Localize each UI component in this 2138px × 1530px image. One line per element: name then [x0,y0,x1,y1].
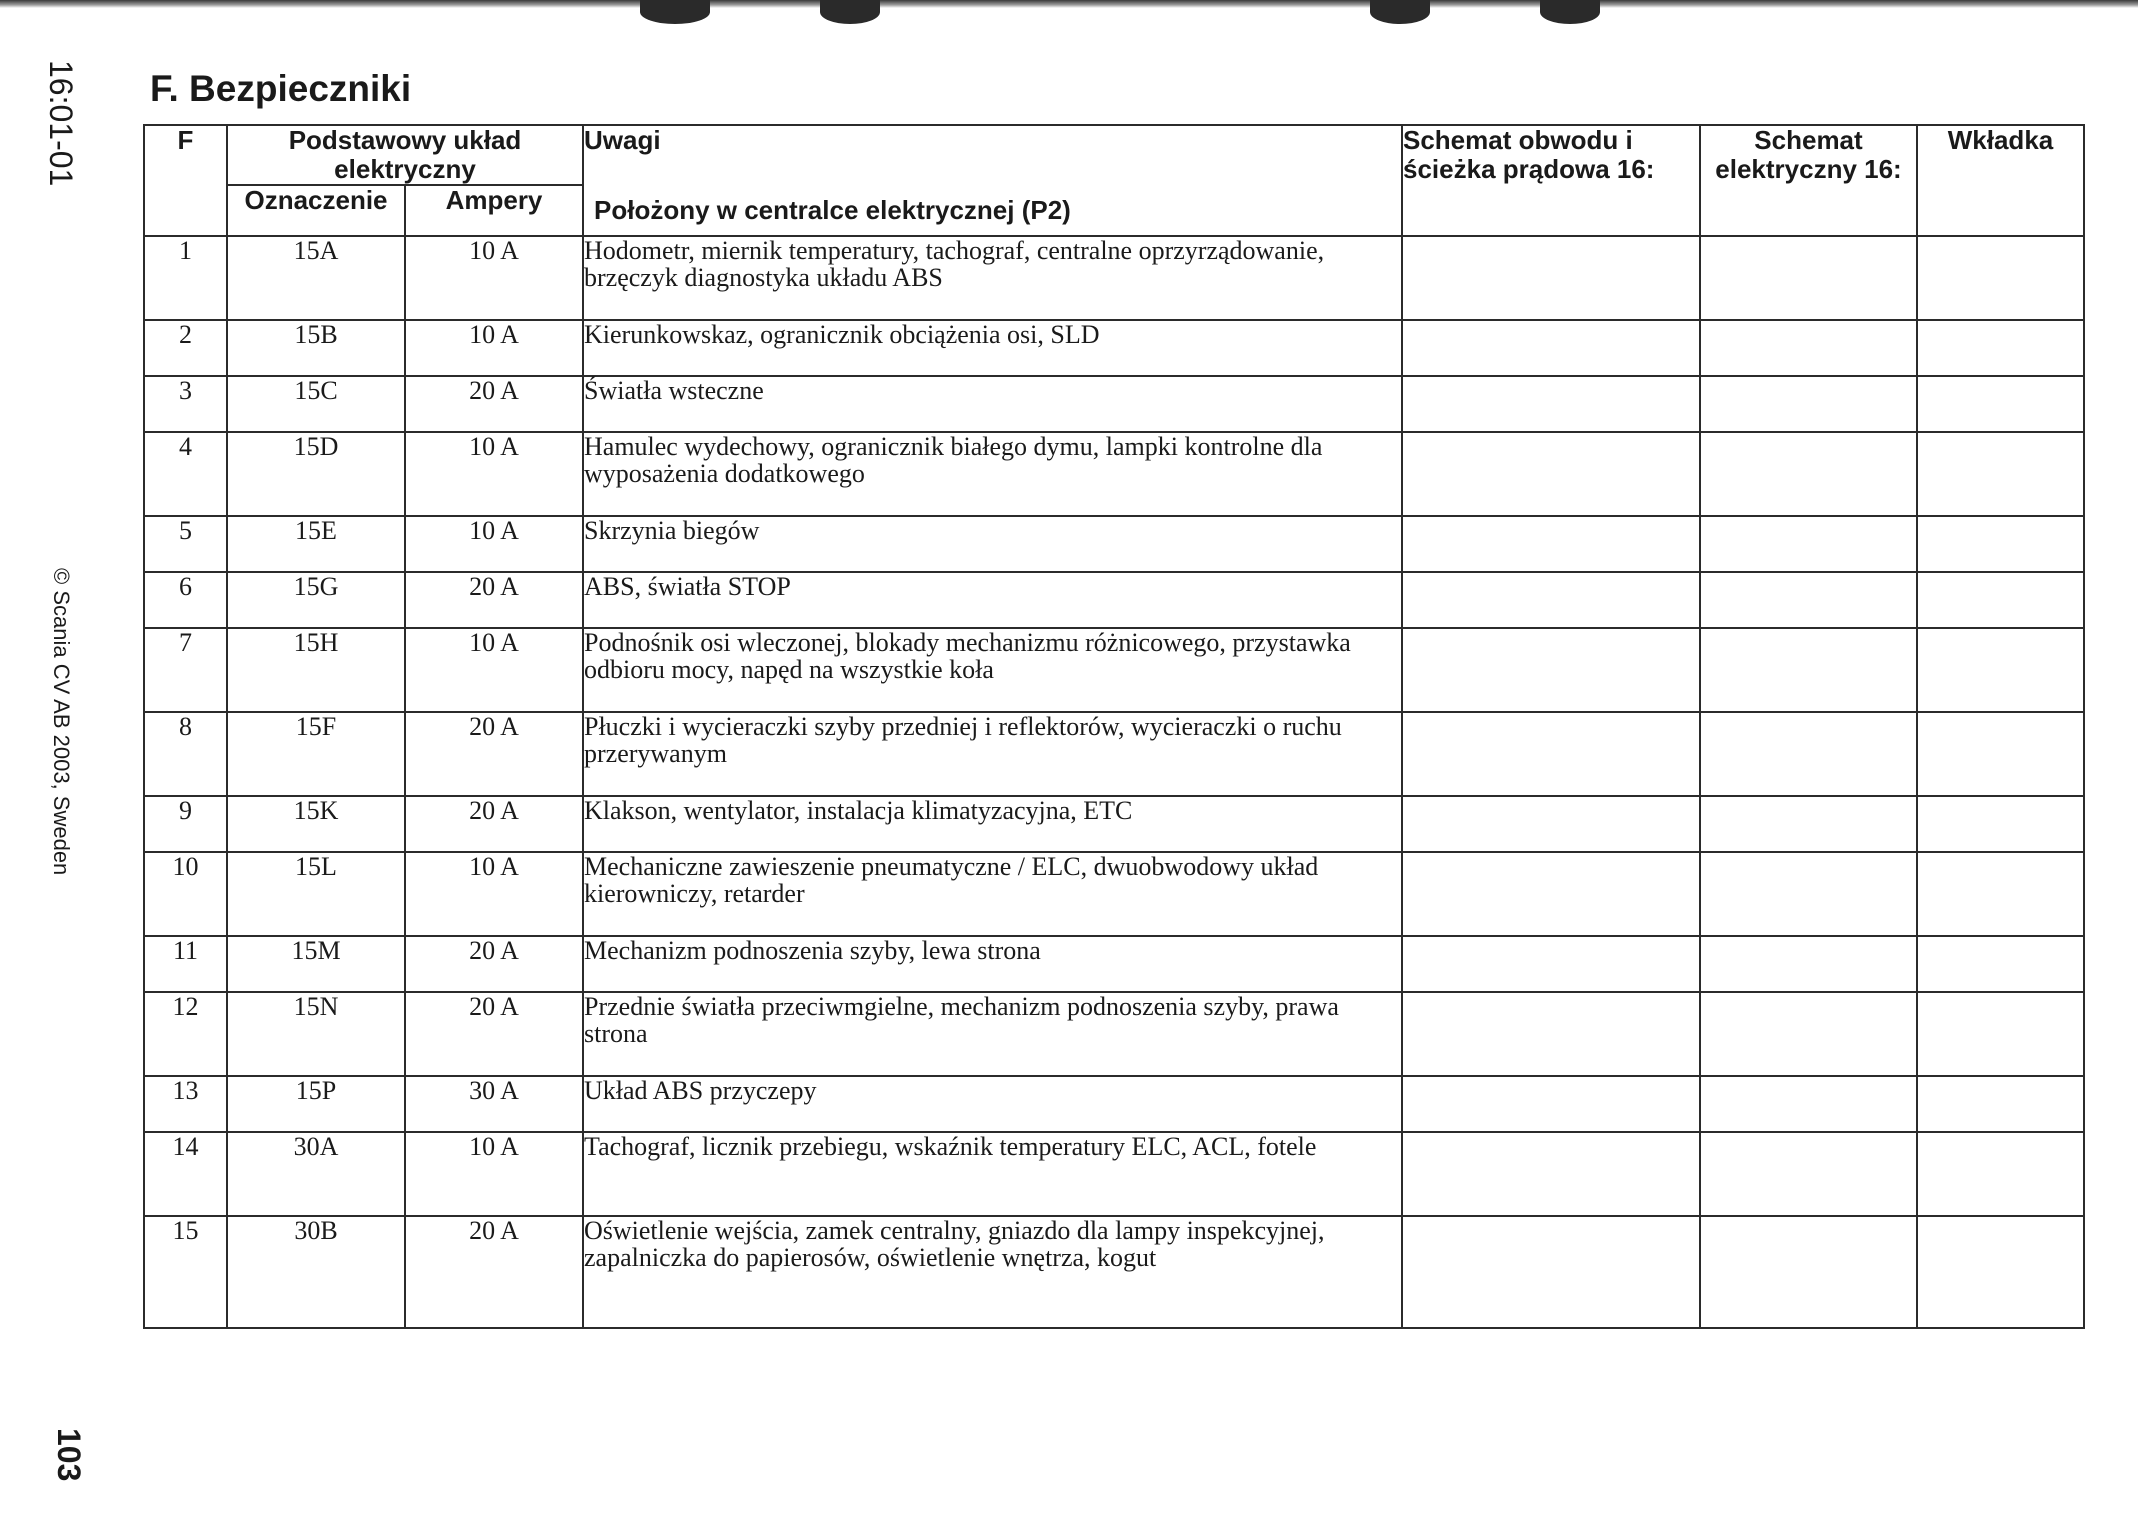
wiring-diagram-cell [1700,1216,1917,1328]
wiring-diagram-cell [1700,712,1917,796]
fuse-number: 1 [144,236,227,320]
fuse-remarks: ABS, światła STOP [583,572,1402,628]
wiring-diagram-cell [1700,320,1917,376]
page-title: F. Bezpieczniki [150,68,412,109]
header-location: Położony w centralce elektrycznej (P2) [594,195,1071,225]
fuse-designation: 15G [227,572,405,628]
fuse-number: 11 [144,936,227,992]
fuse-designation: 15D [227,432,405,516]
insert-cell [1917,236,2084,320]
insert-cell [1917,376,2084,432]
fuse-designation: 15M [227,936,405,992]
fuse-row [144,376,2084,432]
insert-cell [1917,1132,2084,1216]
fuse-remarks: Światła wsteczne [583,376,1402,432]
fuse-row [144,320,2084,376]
page-number: 103 [51,1428,87,1482]
fuse-designation: 15H [227,628,405,712]
fuse-amperage: 20 A [405,796,583,852]
circuit-diagram-cell [1402,1132,1700,1216]
fuse-row [144,796,2084,852]
fuse-remarks: Hamulec wydechowy, ogranicznik białego dymu, lampki kontrolne dla wyposażenia dodatkowego [583,432,1402,516]
wiring-diagram-cell [1700,432,1917,516]
fuse-number: 13 [144,1076,227,1132]
fuse-amperage: 20 A [405,992,583,1076]
fuse-number: 8 [144,712,227,796]
fuse-amperage: 20 A [405,572,583,628]
fuse-row [144,628,2084,712]
fuse-row [144,432,2084,516]
fuse-remarks: Podnośnik osi wleczonej, blokady mechanizmu różnicowego, przystawka odbioru mocy, napęd na wszystkie koła [583,628,1402,712]
fuse-amperage: 10 A [405,628,583,712]
header-designation: Oznaczenie [227,185,405,236]
circuit-diagram-cell [1402,516,1700,572]
insert-cell [1917,628,2084,712]
insert-cell [1917,1076,2084,1132]
fuse-amperage: 10 A [405,516,583,572]
wiring-diagram-cell [1700,1076,1917,1132]
circuit-diagram-cell [1402,936,1700,992]
fuse-table [143,124,2085,1329]
circuit-diagram-cell [1402,376,1700,432]
fuse-amperage: 20 A [405,936,583,992]
fuse-number: 9 [144,796,227,852]
header-basic-system: Podstawowy układ elektryczny [227,125,583,185]
fuse-amperage: 10 A [405,852,583,936]
fuse-designation: 15K [227,796,405,852]
fuse-remarks: Skrzynia biegów [583,516,1402,572]
copyright-note: © Scania CV AB 2003, Sweden [49,568,74,876]
header-circuit-diagram: Schemat obwodu i ścieżka prądowa 16: [1402,125,1700,236]
circuit-diagram-cell [1402,432,1700,516]
scan-edge [0,0,2138,8]
wiring-diagram-cell [1700,852,1917,936]
fuse-designation: 15L [227,852,405,936]
fuse-amperage: 10 A [405,320,583,376]
wiring-diagram-cell [1700,628,1917,712]
fuse-row [144,1076,2084,1132]
wiring-diagram-cell [1700,516,1917,572]
fuse-remarks: Mechaniczne zawieszenie pneumatyczne / ELC, dwuobwodowy układ kierowniczy, retarder [583,852,1402,936]
fuse-amperage: 10 A [405,1132,583,1216]
insert-cell [1917,320,2084,376]
fuse-remarks: Klakson, wentylator, instalacja klimatyzacyjna, ETC [583,796,1402,852]
fuse-number: 12 [144,992,227,1076]
fuse-number: 4 [144,432,227,516]
fuse-row [144,1132,2084,1216]
insert-cell [1917,572,2084,628]
fuse-number: 6 [144,572,227,628]
fuse-row [144,236,2084,320]
insert-cell [1917,432,2084,516]
fuse-remarks: Kierunkowskaz, ogranicznik obciążenia osi, SLD [583,320,1402,376]
binder-hole [1370,0,1430,24]
fuse-designation: 15N [227,992,405,1076]
header-remarks [583,125,1402,236]
header-amperes: Ampery [405,185,583,236]
fuse-number: 15 [144,1216,227,1328]
fuse-amperage: 10 A [405,236,583,320]
fuse-amperage: 10 A [405,432,583,516]
fuse-designation: 15A [227,236,405,320]
fuse-amperage: 20 A [405,376,583,432]
header-remarks-label: Uwagi [584,125,661,155]
fuse-remarks: Mechanizm podnoszenia szyby, lewa strona [583,936,1402,992]
circuit-diagram-cell [1402,236,1700,320]
fuse-number: 14 [144,1132,227,1216]
circuit-diagram-cell [1402,628,1700,712]
circuit-diagram-cell [1402,796,1700,852]
circuit-diagram-cell [1402,852,1700,936]
binder-hole [640,0,710,24]
fuse-row [144,516,2084,572]
fuse-remarks: Układ ABS przyczepy [583,1076,1402,1132]
fuse-designation: 15P [227,1076,405,1132]
fuse-designation: 30B [227,1216,405,1328]
fuse-designation: 15B [227,320,405,376]
header-insert: Wkładka [1917,125,2084,236]
wiring-diagram-cell [1700,376,1917,432]
fuse-number: 5 [144,516,227,572]
insert-cell [1917,992,2084,1076]
header-row [144,125,2084,185]
fuse-number: 10 [144,852,227,936]
fuse-row [144,852,2084,936]
fuse-designation: 15F [227,712,405,796]
wiring-diagram-cell [1700,572,1917,628]
fuse-row [144,572,2084,628]
binder-hole [1540,0,1600,24]
fuse-remarks: Oświetlenie wejścia, zamek centralny, gniazdo dla lampy inspekcyjnej, zapalniczka do papierosów, oświetlenie wnętrza, kogut [583,1216,1402,1328]
insert-cell [1917,516,2084,572]
fuse-designation: 30A [227,1132,405,1216]
circuit-diagram-cell [1402,320,1700,376]
insert-cell [1917,796,2084,852]
fuse-designation: 15E [227,516,405,572]
insert-cell [1917,712,2084,796]
insert-cell [1917,936,2084,992]
binder-hole [820,0,880,24]
fuse-row [144,712,2084,796]
wiring-diagram-cell [1700,1132,1917,1216]
fuse-number: 3 [144,376,227,432]
fuse-remarks: Płuczki i wycieraczki szyby przedniej i reflektorów, wycieraczki o ruchu przerywanym [583,712,1402,796]
fuse-row [144,992,2084,1076]
circuit-diagram-cell [1402,572,1700,628]
insert-cell [1917,1216,2084,1328]
fuse-amperage: 20 A [405,712,583,796]
fuse-remarks: Hodometr, miernik temperatury, tachograf, centralne oprzyrządowanie, brzęczyk diagnostyka układu ABS [583,236,1402,320]
wiring-diagram-cell [1700,236,1917,320]
insert-cell [1917,852,2084,936]
wiring-diagram-cell [1700,992,1917,1076]
fuse-row [144,936,2084,992]
circuit-diagram-cell [1402,712,1700,796]
fuse-remarks: Tachograf, licznik przebiegu, wskaźnik temperatury ELC, ACL, fotele [583,1132,1402,1216]
header-f: F [144,125,227,236]
fuse-number: 7 [144,628,227,712]
fuse-remarks: Przednie światła przeciwmgielne, mechanizm podnoszenia szyby, prawa strona [583,992,1402,1076]
circuit-diagram-cell [1402,1216,1700,1328]
wiring-diagram-cell [1700,936,1917,992]
circuit-diagram-cell [1402,1076,1700,1132]
page-code: 16:01-01 [43,60,79,187]
fuse-amperage: 30 A [405,1076,583,1132]
circuit-diagram-cell [1402,992,1700,1076]
fuse-amperage: 20 A [405,1216,583,1328]
fuse-number: 2 [144,320,227,376]
header-wiring-diagram: Schemat elektryczny 16: [1700,125,1917,236]
fuse-designation: 15C [227,376,405,432]
wiring-diagram-cell [1700,796,1917,852]
fuse-row [144,1216,2084,1328]
